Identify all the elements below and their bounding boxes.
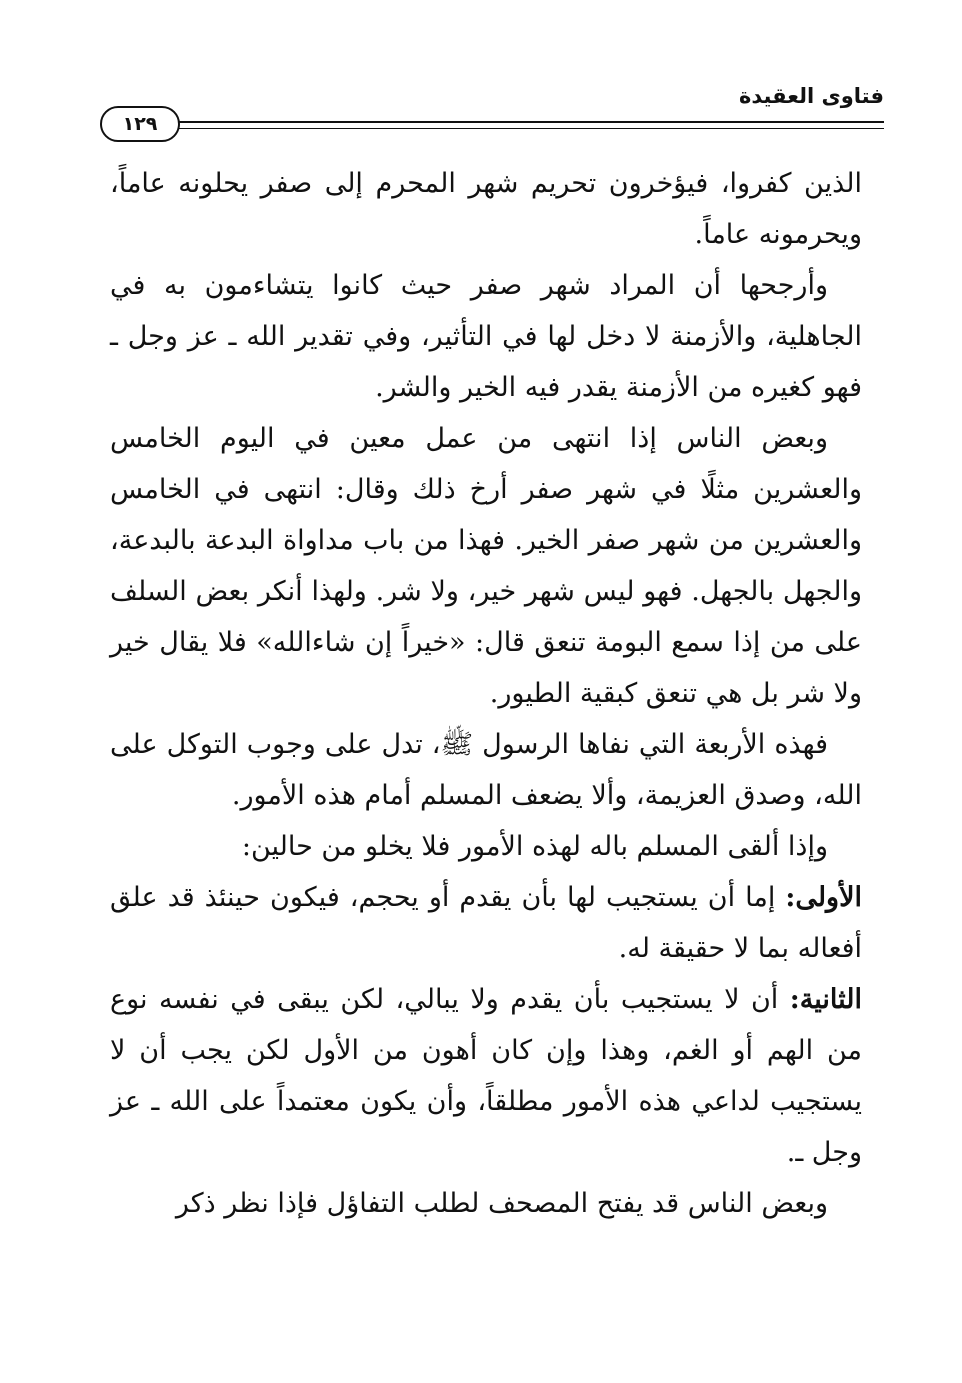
paragraph-8: وبعض الناس قد يفتح المصحف لطلب التفاؤل فإذا نظر ذكر xyxy=(175,1188,828,1219)
page-number: ١٢٩ xyxy=(100,106,180,142)
book-title: فتاوى العقيدة xyxy=(739,84,884,108)
first-case-text: إما أن يستجيب لها بأن يقدم أو يحجم، فيكون حينئذ قد علق أفعاله بما لا حقيقة له. xyxy=(110,882,862,964)
second-case-text: أن لا يستجيب بأن يقدم ولا يبالي، لكن يبقى في نفسه نوع من الهم أو الغم، وهذا وإن كان أهون من الأول لكن يجب أن لا يستجيب لداعي هذه الأمور مطلقاً، وأن يكون معتمداً على الله ـ عز وجل ـ. xyxy=(110,984,862,1168)
paragraph-4: فهذه الأربعة التي نفاها الرسول ﷺ، تدل على وجوب التوكل على الله، وصدق العزيمة، وألا يضعف المسلم أمام هذه الأمور. xyxy=(110,729,862,811)
second-case-label: الثانية: xyxy=(789,984,862,1015)
paragraph-2: وأرجحها أن المراد شهر صفر حيث كانوا يتشاءمون به في الجاهلية، والأزمنة لا دخل لها في التأثير، وفي تقدير الله ـ عز وجل ـ فهو كغيره من الأزمنة يقدر فيه الخير والشر. xyxy=(110,270,862,403)
page-body xyxy=(110,158,862,1229)
paragraph-1: الذين كفروا، فيؤخرون تحريم شهر المحرم إلى صفر يحلونه عاماً، ويحرمونه عاماً. xyxy=(110,168,862,250)
paragraph-3: وبعض الناس إذا انتهى من عمل معين في اليوم الخامس والعشرين مثلًا في شهر صفر أرخ ذلك وقال: انتهى في الخامس والعشرين من شهر صفر الخير. فهذا من باب مداواة البدعة بالبدعة، والجهل بالجهل. فهو ليس شهر خير، ولا شر. ولهذا أنكر بعض السلف على من إذا سمع البومة تنعق قال: «خيراً إن شاءالله» فلا يقال خير ولا شر بل هي تنعق كبقية الطيور. xyxy=(110,423,862,709)
first-case-label: الأولى: xyxy=(785,882,862,913)
paragraph-5: وإذا ألقى المسلم باله لهذه الأمور فلا يخلو من حالين: xyxy=(241,831,828,862)
paragraph-6 xyxy=(110,872,862,974)
page-header xyxy=(100,84,884,144)
header-rule xyxy=(170,121,884,129)
paragraph-7 xyxy=(110,974,862,1178)
